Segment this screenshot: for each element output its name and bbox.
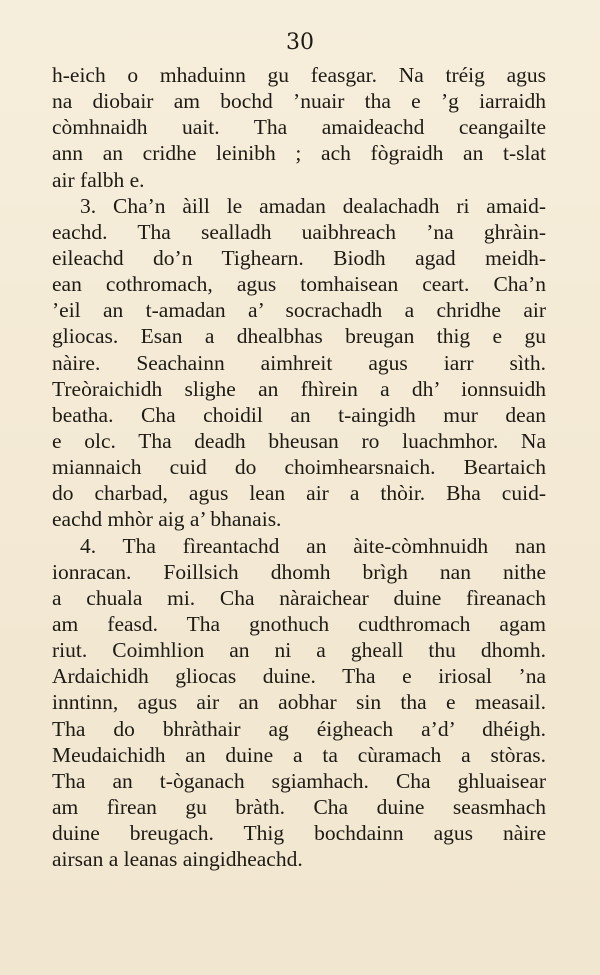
text-line: eachd mhòr aig a’ bhanais. bbox=[52, 507, 282, 532]
text-line: eachd. Tha sealladh uaibhreach ’na ghràin- bbox=[52, 219, 546, 244]
text-line: beatha. Cha choidil an t-aingidh mur dean bbox=[52, 402, 546, 427]
text-line: am feasd. Tha gnothuch cudthromach agam bbox=[52, 611, 546, 636]
paragraph-3-start: 3. Cha’n àill le amadan dealachadh ri amaid- bbox=[80, 193, 546, 218]
text-line: airsan a leanas aingidheachd. bbox=[52, 847, 303, 872]
text-line: Treòraichidh slighe an fhìrein a dh’ ionnsuidh bbox=[52, 376, 546, 401]
paragraph-4-start: 4. Tha fìreantachd an àite-còmhnuidh nan bbox=[80, 533, 546, 558]
text-line: Tha an t-òganach sgiamhach. Cha ghluaisear bbox=[52, 768, 546, 793]
text-line: ’eil an t-amadan a’ socrachadh a chridhe air bbox=[52, 298, 546, 323]
text-line: nàire. Seachainn aimhreit agus iarr sìth. bbox=[52, 350, 546, 375]
text-line: Tha do bhràthair ag éigheach a’d’ dhéigh. bbox=[52, 716, 546, 741]
text-line: duine breugach. Thig bochdainn agus nàire bbox=[52, 821, 546, 846]
text-line: riut. Coimhlion an ni a gheall thu dhomh. bbox=[52, 638, 546, 663]
text-line: gliocas. Esan a dhealbhas breugan thig e gu bbox=[52, 324, 546, 349]
text-line: do charbad, agus lean air a thòir. Bha cuid- bbox=[52, 481, 546, 506]
text-line: miannaich cuid do choimhearsnaich. Beartaich bbox=[52, 455, 546, 480]
text-line: a chuala mi. Cha nàraichear duine fìreanach bbox=[52, 585, 546, 610]
text-line: e olc. Tha deadh bheusan ro luachmhor. Na bbox=[52, 428, 546, 453]
text-line: Meudaichidh an duine a ta cùramach a stòras. bbox=[52, 742, 546, 767]
text-line: eileachd do’n Tighearn. Biodh agad meidh- bbox=[52, 245, 546, 270]
page-number: 30 bbox=[286, 30, 314, 55]
text-line: air falbh e. bbox=[52, 167, 145, 192]
text-line: Ardaichidh gliocas duine. Tha e iriosal ’na bbox=[52, 664, 546, 689]
text-line: h-eich o mhaduinn gu feasgar. Na tréig agus bbox=[52, 63, 546, 87]
text-line: am fìrean gu bràth. Cha duine seasmhach bbox=[52, 794, 546, 819]
text-line: còmhnaidh uait. Tha amaideachd ceangailte bbox=[52, 115, 546, 140]
text-line: ann an cridhe leinibh ; ach fògraidh an t-slat bbox=[52, 141, 546, 166]
text-line: na diobair am bochd ’nuair tha e ’g iarraidh bbox=[52, 89, 546, 114]
body-text bbox=[52, 62, 546, 872]
text-line: inntinn, agus air an aobhar sin tha e measail. bbox=[52, 690, 546, 715]
text-line: ean cothromach, agus tomhaisean ceart. Cha’n bbox=[52, 272, 546, 297]
text-line: ionracan. Foillsich dhomh brìgh nan nithe bbox=[52, 559, 546, 584]
